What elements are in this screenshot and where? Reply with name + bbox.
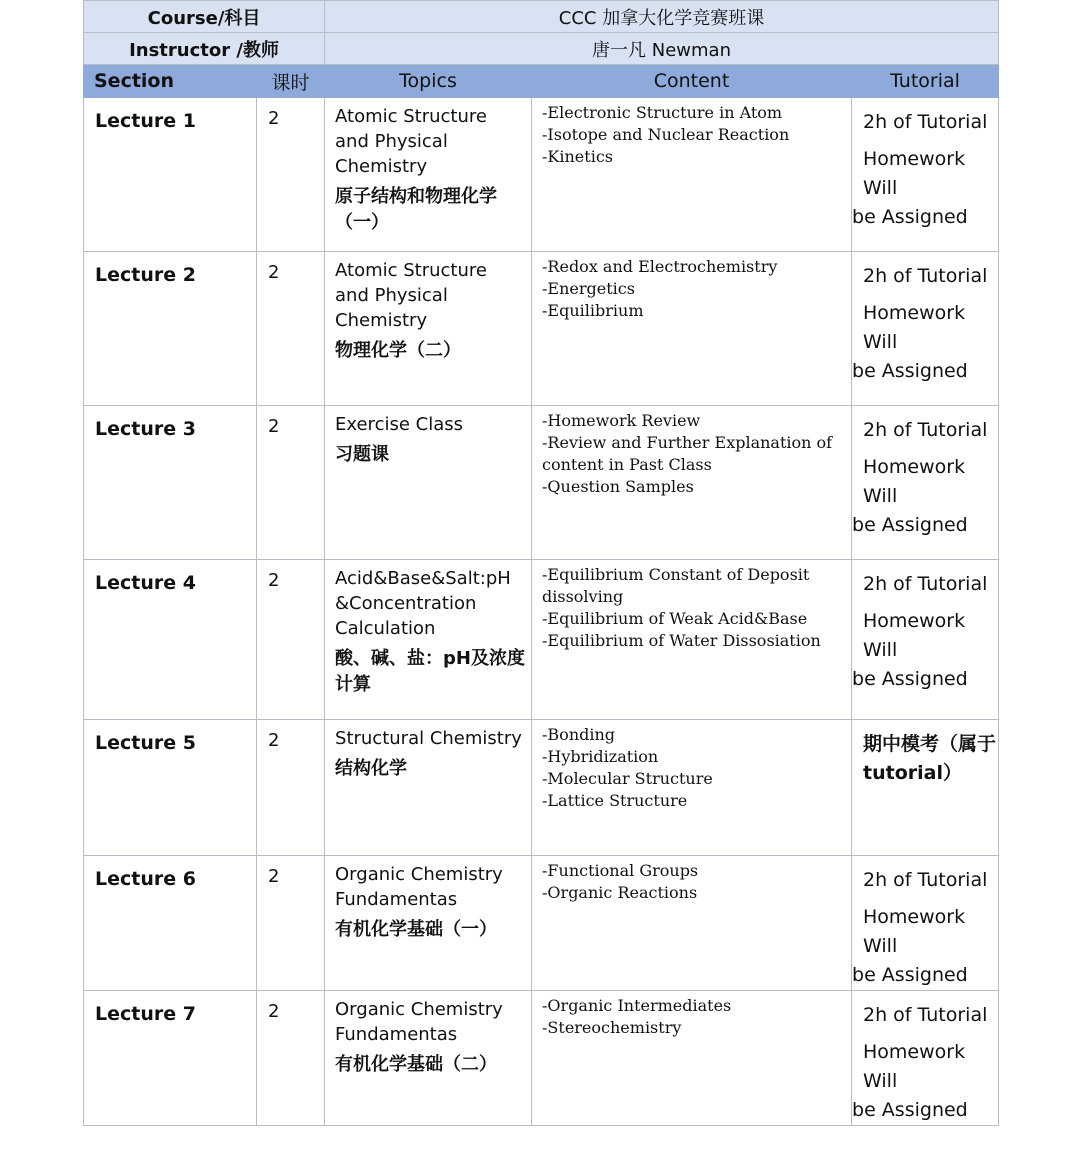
topic-chinese: 物理化学（二） — [335, 340, 462, 361]
lecture-topic — [325, 991, 532, 1126]
tutorial-hours: 2h of Tutorial — [863, 265, 988, 287]
lecture-topic — [325, 98, 532, 252]
lecture-hours: 2 — [257, 98, 325, 252]
content-item: -Electronic Structure in Atom — [542, 103, 783, 122]
course-row — [84, 1, 999, 33]
tutorial-homework-line1: Homework Will — [863, 906, 966, 957]
topic-english: Organic Chemistry Fundamentas — [335, 864, 503, 910]
topic-chinese: 习题课 — [335, 444, 390, 465]
lecture-tutorial — [852, 406, 999, 560]
tutorial-homework — [852, 1038, 998, 1125]
lecture-row — [84, 406, 999, 560]
tutorial-homework-line2: be Assigned — [852, 964, 968, 986]
tutorial-homework-line2: be Assigned — [852, 360, 968, 382]
lecture-tutorial — [852, 856, 999, 991]
topic-chinese: 有机化学基础（二） — [335, 1054, 498, 1075]
tutorial-homework — [852, 145, 998, 232]
content-item: -Redox and Electrochemistry — [542, 257, 778, 276]
lecture-content — [532, 991, 852, 1126]
lecture-section: Lecture 7 — [84, 991, 257, 1126]
lecture-section: Lecture 2 — [84, 252, 257, 406]
lecture-row — [84, 991, 999, 1126]
lecture-topic — [325, 720, 532, 856]
lecture-section: Lecture 5 — [84, 720, 257, 856]
topic-english: Atomic Structure and Physical Chemistry — [335, 106, 487, 177]
topic-chinese: 原子结构和物理化学（一） — [335, 186, 498, 233]
content-item: -Energetics — [542, 279, 635, 298]
lecture-topic — [325, 252, 532, 406]
header-row — [84, 65, 999, 98]
tutorial-homework-line1: Homework Will — [863, 456, 966, 507]
tutorial-hours: 2h of Tutorial — [863, 1004, 988, 1026]
lecture-tutorial — [852, 98, 999, 252]
tutorial-homework-line1: Homework Will — [863, 302, 966, 353]
instructor-label: Instructor /教师 — [84, 33, 325, 65]
content-item: -Lattice Structure — [542, 791, 688, 810]
tutorial-homework-line2: be Assigned — [852, 668, 968, 690]
lecture-tutorial — [852, 991, 999, 1126]
content-item: -Equilibrium of Weak Acid&Base — [542, 609, 808, 628]
header-tutorial: Tutorial — [852, 65, 999, 98]
lecture-content — [532, 720, 852, 856]
header-content: Content — [532, 65, 852, 98]
content-item: -Molecular Structure — [542, 769, 713, 788]
topic-chinese: 结构化学 — [335, 758, 408, 779]
header-section: Section — [84, 65, 257, 98]
content-item: -Functional Groups — [542, 861, 699, 880]
lecture-row — [84, 720, 999, 856]
topic-english: Organic Chemistry Fundamentas — [335, 999, 503, 1045]
lecture-rows — [84, 98, 999, 1126]
lecture-topic — [325, 560, 532, 720]
tutorial-homework-line2: be Assigned — [852, 1099, 968, 1121]
tutorial-hours: 2h of Tutorial — [863, 573, 988, 595]
lecture-topic — [325, 406, 532, 560]
lecture-content — [532, 856, 852, 991]
tutorial-homework — [852, 607, 998, 694]
content-item: -Equilibrium of Water Dissosiation — [542, 631, 821, 650]
topic-english: Acid&Base&Salt:pH &Concentration Calculation — [335, 568, 511, 639]
lecture-row — [84, 98, 999, 252]
content-item: -Organic Reactions — [542, 883, 698, 902]
tutorial-homework — [852, 299, 998, 386]
lecture-tutorial — [852, 252, 999, 406]
lecture-row — [84, 856, 999, 991]
syllabus-table — [83, 0, 999, 1126]
header-hours: 课时 — [257, 65, 325, 98]
lecture-row — [84, 560, 999, 720]
tutorial-homework-line2: be Assigned — [852, 206, 968, 228]
lecture-topic — [325, 856, 532, 991]
lecture-hours: 2 — [257, 406, 325, 560]
lecture-section: Lecture 4 — [84, 560, 257, 720]
content-item: -Question Samples — [542, 477, 694, 496]
tutorial-homework-line1: Homework Will — [863, 148, 966, 199]
lecture-hours: 2 — [257, 560, 325, 720]
lecture-content — [532, 560, 852, 720]
lecture-hours: 2 — [257, 991, 325, 1126]
tutorial-midterm: 期中模考（属于tutorial） — [863, 733, 997, 784]
tutorial-homework — [852, 903, 998, 990]
course-label: Course/科目 — [84, 1, 325, 33]
lecture-row — [84, 252, 999, 406]
topic-english: Atomic Structure and Physical Chemistry — [335, 260, 487, 331]
tutorial-homework — [852, 453, 998, 540]
topic-english: Exercise Class — [335, 414, 463, 435]
content-item: -Equilibrium Constant of Deposit dissolving — [542, 565, 810, 606]
tutorial-homework-line2: be Assigned — [852, 514, 968, 536]
topic-chinese: 有机化学基础（一） — [335, 919, 498, 940]
content-item: -Review and Further Explanation of content in Past Class — [542, 433, 833, 474]
lecture-section: Lecture 6 — [84, 856, 257, 991]
lecture-section: Lecture 3 — [84, 406, 257, 560]
lecture-content — [532, 252, 852, 406]
content-item: -Homework Review — [542, 411, 701, 430]
lecture-hours: 2 — [257, 720, 325, 856]
content-item: -Isotope and Nuclear Reaction — [542, 125, 790, 144]
course-value: CCC 加拿大化学竞赛班课 — [325, 1, 999, 33]
header-topics: Topics — [325, 65, 532, 98]
lecture-tutorial — [852, 720, 999, 856]
lecture-content — [532, 98, 852, 252]
tutorial-homework-line1: Homework Will — [863, 610, 966, 661]
content-item: -Hybridization — [542, 747, 659, 766]
lecture-section: Lecture 1 — [84, 98, 257, 252]
lecture-tutorial — [852, 560, 999, 720]
tutorial-homework-line1: Homework Will — [863, 1041, 966, 1092]
content-item: -Stereochemistry — [542, 1018, 682, 1037]
topic-english: Structural Chemistry — [335, 728, 522, 749]
lecture-hours: 2 — [257, 856, 325, 991]
tutorial-hours: 2h of Tutorial — [863, 419, 988, 441]
tutorial-hours: 2h of Tutorial — [863, 111, 988, 133]
content-item: -Kinetics — [542, 147, 613, 166]
lecture-content — [532, 406, 852, 560]
content-item: -Bonding — [542, 725, 616, 744]
instructor-row — [84, 33, 999, 65]
content-item: -Equilibrium — [542, 301, 644, 320]
tutorial-hours: 2h of Tutorial — [863, 869, 988, 891]
lecture-hours: 2 — [257, 252, 325, 406]
instructor-value: 唐一凡 Newman — [325, 33, 999, 65]
topic-chinese: 酸、碱、盐：pH及浓度计算 — [335, 648, 525, 695]
content-item: -Organic Intermediates — [542, 996, 732, 1015]
